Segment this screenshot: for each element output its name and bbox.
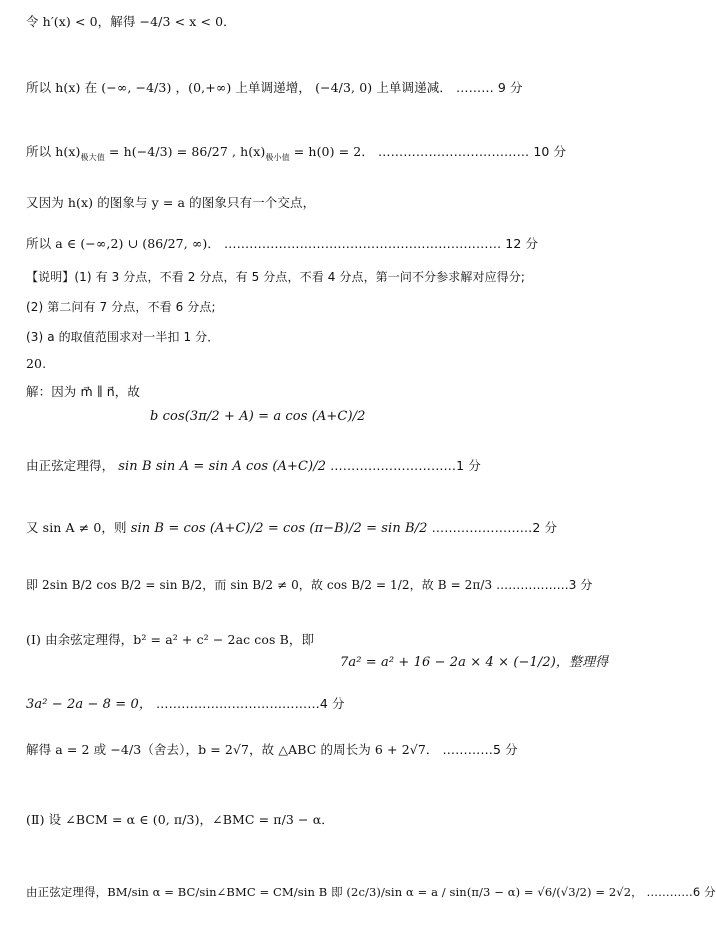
text-l4: 又因为 h(x) 的图象与 y = a 的图象只有一个交点， [26,195,316,210]
text-l12-a: 又 sin A ≠ 0，则 [26,520,127,535]
solution-20-line-9 [26,886,716,900]
text-l14-b: 7a² = a² + 16 − 2a × 4 × (−1/2)，整理得 [340,655,609,670]
solution-20-line-7 [26,742,518,757]
solution-20-line-1 [26,384,140,399]
text-l18-a: 由正弦定理得，BM/sin α = BC/sin∠BMC = CM/sin B 即 (2c/3)/sin α = a / sin(π/3 − α) = √6/(√3/2) = 2√2， [26,885,643,899]
solution-20-line-5-formula [340,654,608,671]
solution-20-line-4 [26,578,593,592]
text-l2-a: 所以 h(x) 在 [26,80,98,95]
solution-line-4 [26,195,315,210]
text-l8: (3) a 的取值范围求对一半扣 1 分． [26,330,220,344]
solution-line-2 [26,80,523,95]
text-l12-b: sin B = cos (A+C)/2 = cos (π−B)/2 = sin B/2 [130,521,428,536]
score-l11: …………………………1 分 [330,458,481,473]
score-l16: …………5 分 [442,742,518,757]
solution-20-line-3 [26,520,557,537]
text-l10-b: b cos(3π/2 + A) = a cos (A+C)/2 [150,409,366,424]
text-l5-a: 所以 a ∈ (−∞,2) ∪ (86/27, ∞)． [26,236,220,251]
score-l18: …………6 分 [646,885,716,899]
score-l12: ……………………2 分 [431,520,558,535]
text-l14-a: (Ⅰ) 由余弦定理得，b² = a² + c² − 2ac cos B，即 [26,632,315,647]
solution-line-3 [26,144,566,163]
text-l1: 令 h′(x) < 0，解得 −4/3 < x < 0． [26,14,236,29]
text-l16-a: 解得 a = 2 或 −4/3（舍去），b = 2√7，故 △ABC 的周长为 6 + 2√7． [26,742,439,757]
solution-20-line-6 [26,696,345,713]
text-l2-b: (−∞, −4/3) [101,80,172,95]
problem-number [26,356,46,371]
text-l2-c: ，(0,+∞) 上单调递增， [175,80,311,95]
solution-20-line-8 [26,812,334,827]
text-l3-b: = h(−4/3) = 86/27 , h(x) [108,144,266,159]
text-l15-a: 3a² − 2a − 8 = 0， [26,697,152,712]
text-l2-d: (−4/3, 0) [315,80,373,95]
text-l10-a: 解：因为 m⃗ ∥ n⃗，故 [26,384,140,399]
solution-line-5 [26,236,538,251]
score-l15: …………………………………4 分 [156,696,345,711]
note-line-2 [26,300,216,314]
text-l2-e: 上单调递减． [376,80,452,95]
text-l3-sub1: 极大值 [80,153,105,162]
note-line-1 [26,270,525,284]
text-l11-a: 由正弦定理得， [26,458,115,473]
text-l17: (Ⅱ) 设 ∠BCM = α ∈ (0, π/3)，∠BMC = π/3 − α． [26,812,334,827]
text-l6: 【说明】(1) 有 3 分点，不看 2 分点，有 5 分点，不看 4 分点，第一问不分参求解对应得分; [26,270,526,284]
text-l3-a: 所以 h(x) [26,144,81,159]
text-l3-sub2: 极小值 [265,153,290,162]
solution-20-line-1-formula [150,408,365,425]
score-l5: ………………………………………………………… 12 分 [224,236,539,251]
score-l3: ……………………………… 10 分 [378,144,567,159]
text-l7: (2) 第二问有 7 分点，不看 6 分点; [26,300,216,314]
text-l13-a: 即 2sin B/2 cos B/2 = sin B/2，而 sin B/2 ≠ 0，故 cos B/2 = 1/2，故 B = 2π/3 [26,578,493,592]
text-l9: 20. [26,356,47,371]
solution-20-line-2 [26,458,481,475]
score-l2: ……… 9 分 [456,80,523,95]
text-l11-b: sin B sin A = sin A cos (A+C)/2 [118,459,327,474]
note-line-3 [26,330,219,344]
text-l3-c: = h(0) = 2． [293,144,374,159]
score-l13: ………………3 分 [496,578,593,592]
solution-20-line-5 [26,632,314,647]
solution-line-1 [26,14,236,29]
